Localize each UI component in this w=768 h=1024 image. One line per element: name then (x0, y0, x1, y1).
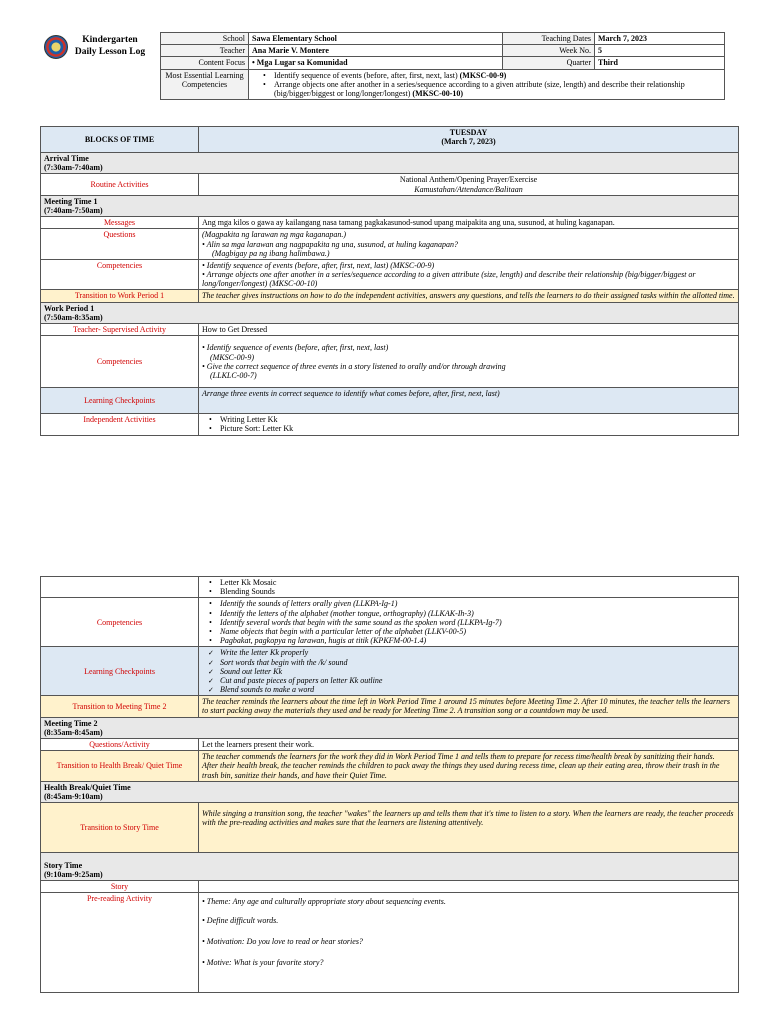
learning-checkpoints-value (199, 647, 739, 696)
schedule-table-1 (40, 126, 739, 436)
list-item: • Writing Letter Kk (206, 415, 735, 424)
independent-activities-value (199, 414, 739, 435)
list-item: • Define difficult words. (202, 915, 279, 925)
meeting-time-1-section: Meeting Time 1 (7:40am-7:50am) (41, 195, 739, 216)
day-header: TUESDAY (March 7, 2023) (199, 127, 739, 153)
independent-activities-cont-label (41, 577, 199, 598)
quarter-value: Third (595, 57, 725, 69)
arrival-time-section: Arrival Time (7:30am-7:40am) (41, 153, 739, 174)
list-item: • Blending Sounds (206, 587, 735, 596)
transition-story-time-value: While singing a transition song, the teacher "wakes" the learners up and tells them that it's time to listen to a story. When the learners are ready, the teacher proceeds with the pre-reading activities and makes sure that the learners are listening attentively. (199, 803, 739, 853)
story-label: Story (41, 881, 199, 893)
competencies-value (199, 598, 739, 647)
checkpoint-item: ✓ Sound out letter Kk (206, 667, 735, 676)
melc-label: Most Essential Learning Competencies (161, 69, 249, 100)
questions-activity-value: Let the learners present their work. (199, 739, 739, 751)
melc-item: • Identify sequence of events (before, after, first, next, last) (MKSC-00-9) (260, 71, 721, 80)
checkpoint-item: ✓ Write the letter Kk properly (206, 648, 735, 657)
teacher-supervised-activity-label: Teacher- Supervised Activity (41, 324, 199, 336)
quarter-label: Quarter (503, 57, 595, 69)
questions-label: Questions (41, 229, 199, 260)
schedule-table-2 (40, 576, 739, 993)
competencies-value: • Identify sequence of events (before, after, first, next, last) (MKSC-00-9) • Give the correct sequence of three events in a story listened to orally and/or through drawing (LLKLC-00-7) (199, 336, 739, 388)
list-item: • Motive: What is your favorite story? (202, 957, 324, 967)
list-item: • Picture Sort: Letter Kk (206, 424, 735, 433)
teaching-dates-value: March 7, 2023 (595, 33, 725, 45)
teacher-label: Teacher (161, 45, 249, 57)
school-value: Sawa Elementary School (249, 33, 503, 45)
competencies-label: Competencies (41, 598, 199, 647)
pre-reading-activity-label: Pre-reading Activity (41, 893, 199, 993)
list-item: • Identify the letters of the alphabet (mother tongue, orthography) (LLKAK-Ih-3) (206, 609, 735, 618)
messages-value: Ang mga kilos o gawa ay kailangang nasa tamang pagkakasunod-sunod upang maipakita ang una, susunod, at huling kaganapan. (199, 217, 739, 229)
transition-work-period-1-value: The teacher gives instructions on how to do the independent activities, answers any questions, and tells the learners to do their assigned tasks within the allotted time. (199, 290, 739, 302)
independent-activities-cont-value (199, 577, 739, 598)
questions-value: (Magpakita ng larawan ng mga kaganapan.) • Alin sa mga larawan ang nagpapakita ng una, susunod, at huling kaganapan? (Magbigay pa ng ibang halimbawa.) (199, 229, 739, 260)
competencies-value: • Identify sequence of events (before, after, first, next, last) (MKSC-00-9) • Arrange objects one after another in a series/sequence according to a given attribute (size, length) and describe their relationship (big/bigger/biggest or long/longer/longest) (MKSC-00-10) (199, 259, 739, 290)
content-focus-label: Content Focus (161, 57, 249, 69)
document-title (60, 35, 160, 59)
transition-meeting-time-2-label: Transition to Meeting Time 2 (41, 696, 199, 717)
content-focus-value: • Mga Lugar sa Komunidad (249, 57, 503, 69)
school-label: School (161, 33, 249, 45)
title-line-1: Kindergarten (82, 35, 138, 45)
learning-checkpoints-label: Learning Checkpoints (41, 388, 199, 414)
teacher-value: Ana Marie V. Montere (249, 45, 503, 57)
transition-health-break-value: The teacher commends the learners for the work they did in Work Period Time 1 and tells them to prepare for recess time/health break by sanitizing their hands. After their health break, the teacher reminds the children to pack away the things they used during recess time, clean up their eating area, throw their trash in the trash bin, sanitize their hands, and have their Quiet Time. (199, 751, 739, 782)
list-item: • Identify the sounds of letters orally given (LLKPA-Ig-1) (206, 599, 735, 608)
info-table (160, 32, 725, 100)
lesson-log-heading (40, 32, 152, 102)
transition-health-break-label: Transition to Health Break/ Quiet Time (41, 751, 199, 782)
list-item: • Name objects that begin with a particular letter of the alphabet (LLKV-00-5) (206, 627, 735, 636)
learning-checkpoints-label: Learning Checkpoints (41, 647, 199, 696)
blocks-of-time-header: BLOCKS OF TIME (41, 127, 199, 153)
list-item: • Identify several words that begin with the same sound as the spoken word (LLKPA-Ig-7) (206, 618, 735, 627)
work-period-1-section: Work Period 1 (7:50am-8:35am) (41, 302, 739, 323)
melc-value (249, 69, 725, 100)
checkpoint-item: ✓ Blend sounds to make a word (206, 685, 735, 694)
story-value (199, 881, 739, 893)
list-item: • Motivation: Do you love to read or hear stories? (202, 936, 363, 946)
transition-work-period-1-label: Transition to Work Period 1 (41, 290, 199, 302)
questions-activity-label: Questions/Activity (41, 739, 199, 751)
learning-checkpoints-value: Arrange three events in correct sequence to identify what comes before, after, first, next, last) (199, 388, 739, 414)
transition-meeting-time-2-value: The teacher reminds the learners about the time left in Work Period Time 1 around 15 minutes before Meeting Time 2. After 10 minutes, the teacher tells the learners to start packing away the materials they used and be ready for Meeting Time 2. A transition song or a countdown may be used. (199, 696, 739, 717)
story-time-section: Story Time (9:10am-9:25am) (41, 853, 739, 881)
week-label: Week No. (503, 45, 595, 57)
teaching-dates-label: Teaching Dates (503, 33, 595, 45)
routine-activities-value: National Anthem/Opening Prayer/Exercise Kamustahan/Attendance/Balitaan (199, 174, 739, 195)
pre-reading-activity-value (199, 893, 739, 993)
routine-activities-label: Routine Activities (41, 174, 199, 195)
competencies-label: Competencies (41, 336, 199, 388)
health-break-section: Health Break/Quiet Time (8:45am-9:10am) (41, 781, 739, 802)
transition-story-time-label: Transition to Story Time (41, 803, 199, 853)
teacher-supervised-activity-value: How to Get Dressed (199, 324, 739, 336)
independent-activities-label: Independent Activities (41, 414, 199, 435)
list-item: • Pagbakat, pagkopya ng larawan, hugis at titik (KPKFM-00-1.4) (206, 636, 735, 645)
melc-item: • Arrange objects one after another in a series/sequence according to a given attribute (size, length) and describe their relationship (big/bigger/biggest or long/longer/longest) (MKSC-00-10) (260, 80, 721, 98)
messages-label: Messages (41, 217, 199, 229)
list-item: • Letter Kk Mosaic (206, 578, 735, 587)
title-line-2: Daily Lesson Log (74, 46, 146, 57)
competencies-label: Competencies (41, 259, 199, 290)
checkpoint-item: ✓ Cut and paste pieces of papers on letter Kk outline (206, 676, 735, 685)
list-item: • Theme: Any age and culturally appropriate story about sequencing events. (202, 897, 446, 907)
checkpoint-item: ✓ Sort words that begin with the /k/ sound (206, 658, 735, 667)
meeting-time-2-section: Meeting Time 2 (8:35am-8:45am) (41, 717, 739, 738)
week-value: 5 (595, 45, 725, 57)
